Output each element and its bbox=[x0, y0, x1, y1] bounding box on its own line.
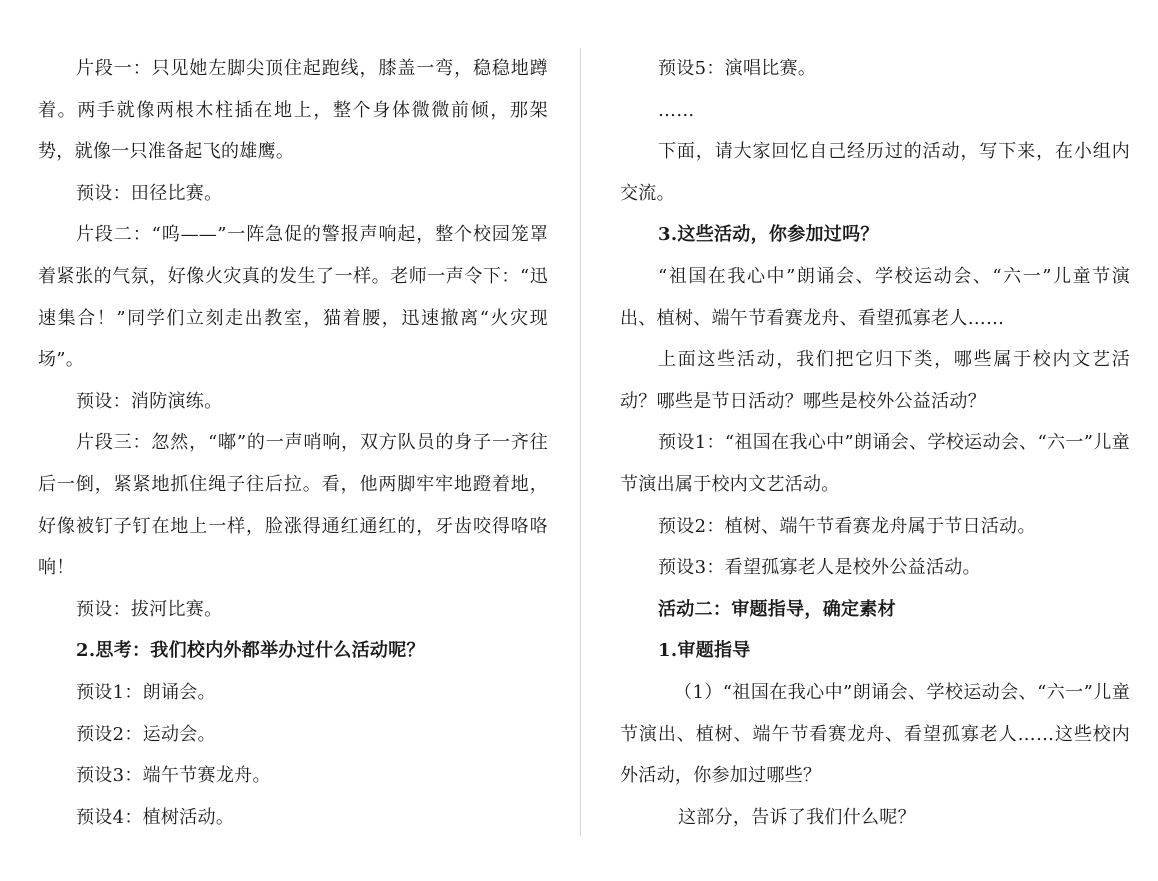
paragraph: 预设3：看望孤寡老人是校外公益活动。 bbox=[658, 557, 981, 579]
paragraph: “祖国在我心中”朗诵会、学校运动会、“六一”儿童节演出、植树、端午节看赛龙舟、看望孤寡老人…… bbox=[620, 265, 1130, 329]
left-column bbox=[38, 48, 548, 838]
paragraph: 预设4：植树活动。 bbox=[76, 806, 235, 828]
paragraph: 预设2：植树、端午节看赛龙舟属于节日活动。 bbox=[658, 515, 1036, 537]
section-heading: 3.这些活动，你参加过吗？ bbox=[658, 224, 879, 246]
paragraph: 预设：拔河比赛。 bbox=[76, 598, 223, 620]
paragraph: 预设2：运动会。 bbox=[76, 723, 216, 745]
paragraph: 预设：消防演练。 bbox=[76, 390, 223, 412]
paragraph: 片段三：忽然，“嘟”的一声哨响，双方队员的身子一齐往后一倒，紧紧地抓住绳子往后拉。看，他两脚牢牢地蹬着地，好像被钉子钉在地上一样，脸涨得通红通红的，牙齿咬得咯咯响！ bbox=[38, 432, 548, 579]
paragraph: 下面，请大家回忆自己经历过的活动，写下来，在小组内交流。 bbox=[620, 141, 1130, 204]
paragraph: 预设5：演唱比赛。 bbox=[658, 58, 817, 79]
section-heading: 活动二：审题指导，确定素材 bbox=[658, 598, 896, 620]
paragraph: 预设3：端午节赛龙舟。 bbox=[76, 765, 271, 787]
section-heading: 2.思考：我们校内外都举办过什么活动呢？ bbox=[76, 640, 425, 662]
paragraph: …… bbox=[658, 99, 695, 121]
paragraph: 上面这些活动，我们把它归下类，哪些属于校内文艺活动？哪些是节日活动？哪些是校外公益活动？ bbox=[620, 349, 1130, 412]
paragraph: 预设：田径比赛。 bbox=[76, 182, 223, 204]
paragraph: 预设1：朗诵会。 bbox=[76, 681, 216, 703]
paragraph: 片段一：只见她左脚尖顶住起跑线，膝盖一弯，稳稳地蹲着。两手就像两根木柱插在地上，整个身体微微前倾，那架势，就像一只准备起飞的雄鹰。 bbox=[38, 58, 548, 163]
paragraph: 预设1：“祖国在我心中”朗诵会、学校运动会、“六一”儿童节演出属于校内文艺活动。 bbox=[620, 432, 1130, 495]
column-divider bbox=[580, 48, 581, 836]
right-column bbox=[620, 48, 1130, 838]
paragraph: 片段二：“呜——”一阵急促的警报声响起，整个校园笼罩着紧张的气氛，好像火灾真的发生了一样。老师一声令下：“迅速集合！”同学们立刻走出教室，猫着腰，迅速撤离“火灾现场”。 bbox=[38, 224, 548, 371]
paragraph: 这部分，告诉了我们什么呢？ bbox=[678, 806, 916, 828]
paragraph: （1）“祖国在我心中”朗诵会、学校运动会、“六一”儿童节演出、植树、端午节看赛龙舟、看望孤寡老人……这些校内外活动，你参加过哪些？ bbox=[620, 681, 1130, 787]
section-heading: 1.审题指导 bbox=[658, 640, 751, 662]
